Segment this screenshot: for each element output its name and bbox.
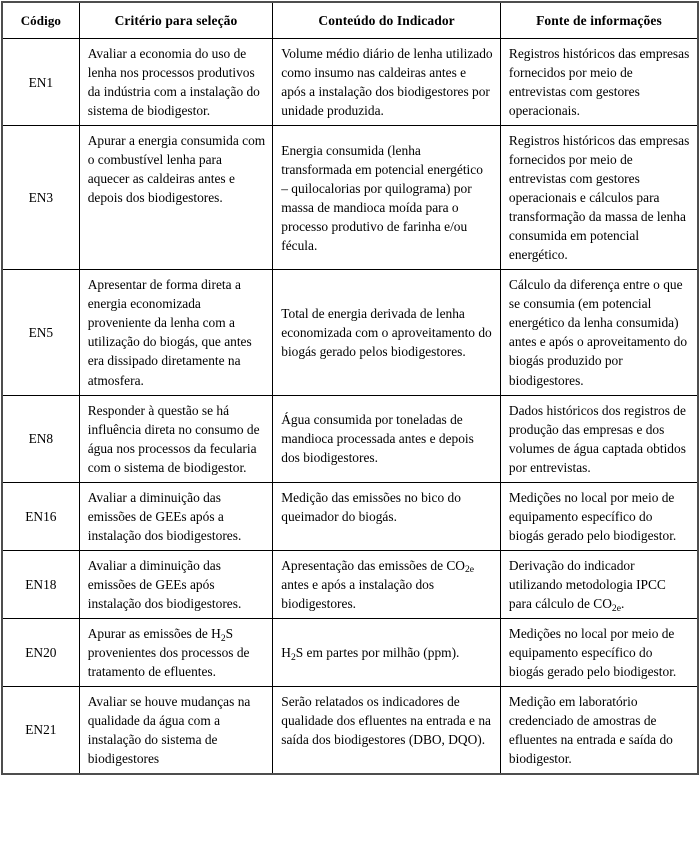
cell-conteudo: Total de energia derivada de lenha economizada com o aproveitamento do biogás gerado pelos biodigestores.: [273, 270, 501, 395]
cell-codigo: EN18: [2, 550, 79, 618]
table-row: [2, 126, 698, 270]
column-header-conteudo: Conteúdo do Indicador: [273, 2, 501, 39]
cell-conteudo: Água consumida por toneladas de mandioca processada antes e depois dos biodigestores.: [273, 395, 501, 482]
cell-codigo: EN16: [2, 482, 79, 550]
table-row: [2, 550, 698, 618]
cell-criterio: Avaliar a economia do uso de lenha nos processos produtivos da indústria com a instalação do sistema de biodigestor.: [79, 39, 273, 126]
cell-conteudo: $H_2S$ em partes por milhão (ppm).: [273, 618, 501, 686]
cell-criterio: Avaliar a diminuição das emissões de GEEs após instalação dos biodigestores.: [79, 550, 273, 618]
cell-codigo: EN8: [2, 395, 79, 482]
cell-fonte: Cálculo da diferença entre o que se consumia (em potencial energético da lenha consumida) antes e após o aproveitamento do biogás produzido por biodigestores.: [500, 270, 698, 395]
cell-codigo: EN3: [2, 126, 79, 270]
table-header: [2, 2, 698, 39]
table-row: [2, 270, 698, 395]
column-header-fonte: Fonte de informações: [500, 2, 698, 39]
cell-criterio: Avaliar a diminuição das emissões de GEEs após a instalação dos biodigestores.: [79, 482, 273, 550]
cell-fonte: Dados históricos dos registros de produção das empresas e dos volumes de água captada obtidos por entrevistas.: [500, 395, 698, 482]
cell-conteudo: Energia consumida (lenha transformada em potencial energético – quilocalorias por quilograma) por massa de mandioca moída para o processo produtivo de farinha e/ou fécula.: [273, 126, 501, 270]
table-row: [2, 39, 698, 126]
cell-conteudo: Serão relatados os indicadores de qualidade dos efluentes na entrada e na saída dos biodigestores (DBO, DQO).: [273, 686, 501, 774]
cell-codigo: EN21: [2, 686, 79, 774]
table-row: [2, 395, 698, 482]
cell-fonte: Registros históricos das empresas fornecidos por meio de entrevistas com gestores operacionais e cálculos para transformação da massa de lenha consumida em potencial energético.: [500, 126, 698, 270]
table-header-row: [2, 2, 698, 39]
indicator-criteria-table: [1, 1, 699, 775]
cell-codigo: EN5: [2, 270, 79, 395]
column-header-codigo: Código: [2, 2, 79, 39]
cell-conteudo: Volume médio diário de lenha utilizado como insumo nas caldeiras antes e após a instalação dos biodigestores por unidade produzida.: [273, 39, 501, 126]
cell-codigo: EN20: [2, 618, 79, 686]
cell-conteudo: Apresentação das emissões de $CO_{2e}$ antes e após a instalação dos biodigestores.: [273, 550, 501, 618]
cell-criterio: Responder à questão se há influência direta no consumo de água nos processos da fecularia com o sistema de biodigestor.: [79, 395, 273, 482]
table-row: [2, 618, 698, 686]
cell-criterio: Avaliar se houve mudanças na qualidade da água com a instalação do sistema de biodigestores: [79, 686, 273, 774]
table-row: [2, 482, 698, 550]
column-header-criterio: Critério para seleção: [79, 2, 273, 39]
document-page: [0, 1, 700, 860]
cell-criterio: Apurar as emissões de $H_2S$ provenientes dos processos de tratamento de efluentes.: [79, 618, 273, 686]
table-body: [2, 39, 698, 775]
table-row: [2, 686, 698, 774]
cell-conteudo: Medição das emissões no bico do queimador do biogás.: [273, 482, 501, 550]
cell-criterio: Apurar a energia consumida com o combustível lenha para aquecer as caldeiras antes e depois dos biodigestores.: [79, 126, 273, 270]
cell-codigo: EN1: [2, 39, 79, 126]
cell-fonte: Medição em laboratório credenciado de amostras de efluentes na entrada e saída do biodigestor.: [500, 686, 698, 774]
cell-fonte: Medições no local por meio de equipamento específico do biogás gerado pelo biodigestor.: [500, 618, 698, 686]
cell-fonte: Medições no local por meio de equipamento específico do biogás gerado pelo biodigestor.: [500, 482, 698, 550]
cell-fonte: Registros históricos das empresas fornecidos por meio de entrevistas com gestores operacionais.: [500, 39, 698, 126]
cell-fonte: Derivação do indicador utilizando metodologia IPCC para cálculo de $CO_{2e}$.: [500, 550, 698, 618]
cell-criterio: Apresentar de forma direta a energia economizada proveniente da lenha com a utilização do biogás, que antes era dissipado diretamente na atmosfera.: [79, 270, 273, 395]
